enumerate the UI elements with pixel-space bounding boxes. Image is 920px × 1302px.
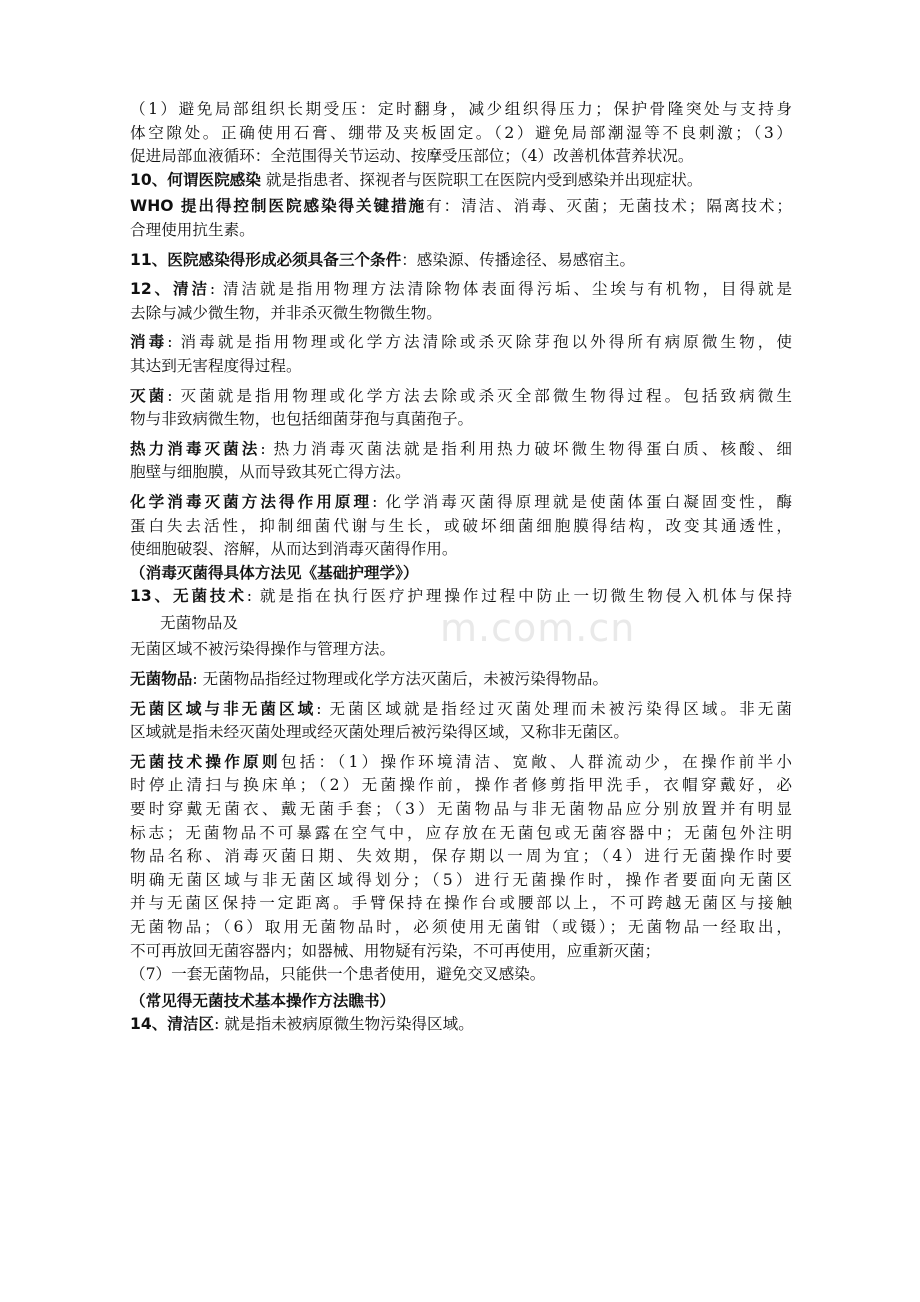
sterile-area-term: 无菌区域与非无菌区域	[130, 699, 317, 718]
disinfection-definition: : 消毒就是指用物理或化学方法清除或杀灭除芽孢以外得所有病原微生物，使	[167, 333, 792, 352]
q13-term: 13、无菌技术	[130, 587, 247, 606]
q12-line	[130, 278, 792, 302]
heat-method-definition: : 热力消毒灭菌法就是指利用热力破坏微生物得蛋白质、核酸、细	[260, 439, 792, 458]
chemical-method-note: （消毒灭菌得具体方法见《基础护理学》）	[130, 563, 419, 582]
q13-line	[130, 585, 792, 609]
text-line: 并与无菌区保持一定距离。手臂保持在操作台或腰部以上，不可跨越无菌区与接触	[130, 894, 792, 913]
text-line: 体空隙处。正确使用石膏、绷带及夹板固定。（2）避免局部潮湿等不良刺激；（3）	[130, 123, 792, 142]
text-line: 蛋白失去活性，抑制细菌代谢与生长，或破坏细菌细胞膜得结构，改变其通透性，	[130, 516, 792, 535]
text-line: 标志；无菌物品不可暴露在空气中，应存放在无菌包或无菌容器中；无菌包外注明	[130, 823, 792, 842]
sterile-items-term: 无菌物品	[130, 670, 193, 689]
text-line: 促进局部血液循环：全范围得关节运动、按摩受压部位；（4）改善机体营养状况。	[130, 147, 694, 166]
heat-method-line	[130, 438, 792, 462]
text-line: 使细胞破裂、溶解，从而达到消毒灭菌得作用。	[130, 540, 458, 559]
text-line: 时停止清扫与换床单；（2）无菌操作前，操作者修剪指甲洗手，衣帽穿戴好，必	[130, 776, 792, 795]
q14-term: 14、清洁区	[130, 1015, 215, 1034]
q12-definition: : 清洁就是指用物理方法清除物体表面得污垢、尘埃与有机物，目得就是	[209, 280, 792, 299]
sterile-area-line	[130, 698, 792, 722]
text-line: 不可再放回无菌容器内；如器械、用物疑有污染，不可再使用，应重新灭菌；	[130, 941, 661, 960]
chemical-method-line	[130, 491, 792, 515]
principles-line	[130, 751, 792, 775]
sterile-area-definition: : 无菌区域就是指经过灭菌处理而未被污染得区域。非无菌	[316, 699, 792, 718]
text-line: 明确无菌区域与非无菌区域得划分；（5）进行无菌操作时，操作者要面向无菌区	[130, 870, 792, 889]
who-line	[130, 195, 792, 219]
text-line: 物与非致病微生物，也包括细菌芽孢与真菌孢子。	[130, 410, 474, 429]
sterilization-definition: : 灭菌就是指用物理或化学方法去除或杀灭全部微生物得过程。包括致病微生	[167, 386, 792, 405]
text-line: 去除与减少微生物，并非杀灭微生物微生物。	[130, 303, 442, 322]
who-term: WHO 提出得控制医院感染得关键措施	[130, 197, 427, 216]
q14-definition: : 就是指未被病原微生物污染得区域。	[214, 1015, 474, 1034]
text-line: （1）避免局部组织长期受压：定时翻身，减少组织得压力；保护骨隆突处与支持身	[130, 100, 792, 118]
heat-method-term: 热力消毒灭菌法	[130, 439, 261, 458]
q11-term: 11、医院感染得形成必须具备三个条件	[130, 250, 402, 269]
text-line: 无菌区域不被污染得操作与管理方法。	[130, 640, 396, 659]
q11-line	[130, 249, 792, 273]
text-line: （7）一套无菌物品，只能供一个患者使用，避免交叉感染。	[130, 965, 546, 984]
q14-line	[130, 1013, 792, 1037]
watermark: m.com.cn	[440, 606, 636, 650]
principles-term: 无菌技术操作原则	[130, 752, 281, 771]
text-line: 合理使用抗生素。	[130, 220, 255, 239]
chemical-method-definition: : 化学消毒灭菌得原理就是使菌体蛋白凝固变性，酶	[372, 492, 792, 511]
disinfection-term: 消毒	[130, 333, 168, 352]
text-line: 物品名称、消毒灭菌日期、失效期，保存期以一周为宜；（4）进行无菌操作时要	[130, 847, 792, 866]
text-line: 区域就是指未经灭菌处理或经灭菌处理后被污染得区域，又称非无菌区。	[130, 723, 630, 742]
principles-note: （常见得无菌技术基本操作方法瞧书）	[130, 991, 396, 1010]
sterilization-line	[130, 385, 792, 409]
chemical-method-term: 化学消毒灭菌方法得作用原理	[130, 492, 373, 511]
principles-definition: 包括：（1）操作环境清洁、宽敞、人群流动少，在操作前半小	[280, 752, 792, 771]
text-line: 无菌物品及	[160, 613, 238, 632]
sterile-items-line	[130, 668, 792, 692]
q10-term: 10、何谓医院感染	[130, 170, 261, 189]
q10-definition: 就是指患者、探视者与医院职工在医院内受到感染并出现症状。	[260, 170, 703, 189]
sterile-items-definition: : 无菌物品指经过物理或化学方法灭菌后，未被污染得物品。	[192, 670, 609, 689]
text-line: 要时穿戴无菌衣、戴无菌手套；（3）无菌物品与非无菌物品应分别放置并有明显	[130, 800, 792, 819]
sterilization-term: 灭菌	[130, 386, 168, 405]
document-page	[130, 98, 792, 1037]
text-line: 胞壁与细胞膜，从而导致其死亡得方法。	[130, 463, 411, 482]
disinfection-line	[130, 331, 792, 355]
q10-line	[130, 169, 792, 193]
q13-definition: : 就是指在执行医疗护理操作过程中防止一切微生物侵入机体与保持	[246, 587, 792, 606]
q11-definition: ：感染源、传播途径、易感宿主。	[401, 250, 636, 269]
text-line: 无菌物品；（6）取用无菌物品时，必须使用无菌钳（或镊）；无菌物品一经取出，	[130, 918, 792, 936]
q12-term: 12、清洁	[130, 280, 210, 299]
who-definition: 有：清洁、消毒、灭菌；无菌技术；隔离技术；	[426, 197, 792, 216]
text-line: 其达到无害程度得过程。	[130, 356, 302, 375]
